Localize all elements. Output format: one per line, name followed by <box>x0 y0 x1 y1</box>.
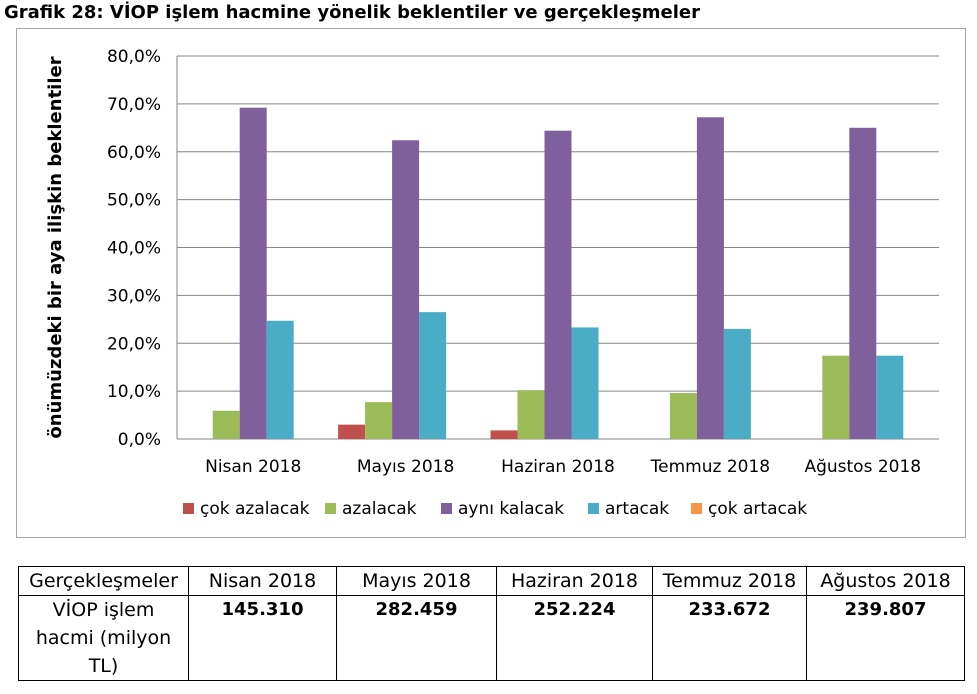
y-tick-label: 0,0% <box>117 430 161 450</box>
chart-title: Grafik 28: VİOP işlem hacmine yönelik beklentiler ve gerçekleşmeler <box>4 2 700 23</box>
table-cell: 233.672 <box>653 596 807 681</box>
bar <box>545 131 572 439</box>
bar <box>338 425 365 439</box>
bar <box>267 321 294 439</box>
legend-label: çok artacak <box>708 499 808 519</box>
table-header-cell: Gerçekleşmeler <box>19 567 189 596</box>
y-tick-label: 60,0% <box>106 142 161 163</box>
table-cell: 282.459 <box>337 596 497 681</box>
bar <box>213 411 240 439</box>
legend-swatch <box>588 503 599 514</box>
bar <box>572 327 599 439</box>
bar <box>518 390 545 439</box>
bar <box>849 128 876 439</box>
y-tick-label: 50,0% <box>106 190 161 211</box>
y-tick-label: 70,0% <box>106 94 161 115</box>
legend-swatch <box>691 503 702 514</box>
x-tick-label: Haziran 2018 <box>501 457 615 477</box>
table-cell: 145.310 <box>189 596 337 681</box>
y-tick-label: 10,0% <box>106 382 161 403</box>
table-header-cell: Temmuz 2018 <box>653 567 807 596</box>
bar <box>724 329 751 439</box>
bar <box>491 430 518 439</box>
table-row-label: VİOP işlem hacmi (milyon TL) <box>19 596 189 681</box>
y-tick-label: 20,0% <box>106 334 161 355</box>
bar <box>419 312 446 439</box>
table-row <box>19 596 965 681</box>
bar <box>876 356 903 439</box>
table-cell: 252.224 <box>497 596 653 681</box>
x-tick-label: Nisan 2018 <box>205 457 302 477</box>
bar <box>240 108 267 439</box>
table-header-cell: Mayıs 2018 <box>337 567 497 596</box>
table-cell: 239.807 <box>807 596 965 681</box>
legend-label: aynı kalacak <box>458 499 565 519</box>
table-header-row <box>19 567 965 596</box>
legend-label: çok azalacak <box>200 499 310 519</box>
bar <box>365 402 392 439</box>
x-tick-label: Ağustos 2018 <box>804 457 922 477</box>
bar <box>670 393 697 439</box>
legend-swatch <box>325 503 336 514</box>
bar <box>697 117 724 439</box>
bar <box>822 356 849 439</box>
table-header-cell: Ağustos 2018 <box>807 567 965 596</box>
legend-label: artacak <box>605 499 670 519</box>
bar <box>392 140 419 439</box>
legend-swatch <box>441 503 452 514</box>
chart-area <box>16 28 966 538</box>
legend-label: azalacak <box>342 499 417 519</box>
legend-swatch <box>183 503 194 514</box>
x-tick-label: Mayıs 2018 <box>356 457 455 477</box>
realizations-table <box>18 566 965 681</box>
y-tick-label: 40,0% <box>106 238 161 259</box>
x-tick-label: Temmuz 2018 <box>650 457 771 477</box>
y-tick-label: 30,0% <box>106 286 161 307</box>
bar-chart <box>17 29 965 537</box>
table-header-cell: Haziran 2018 <box>497 567 653 596</box>
table-header-cell: Nisan 2018 <box>189 567 337 596</box>
y-tick-label: 80,0% <box>106 47 161 67</box>
y-axis-title: önümüzdeki bir aya ilişkin beklentiler <box>45 56 66 439</box>
